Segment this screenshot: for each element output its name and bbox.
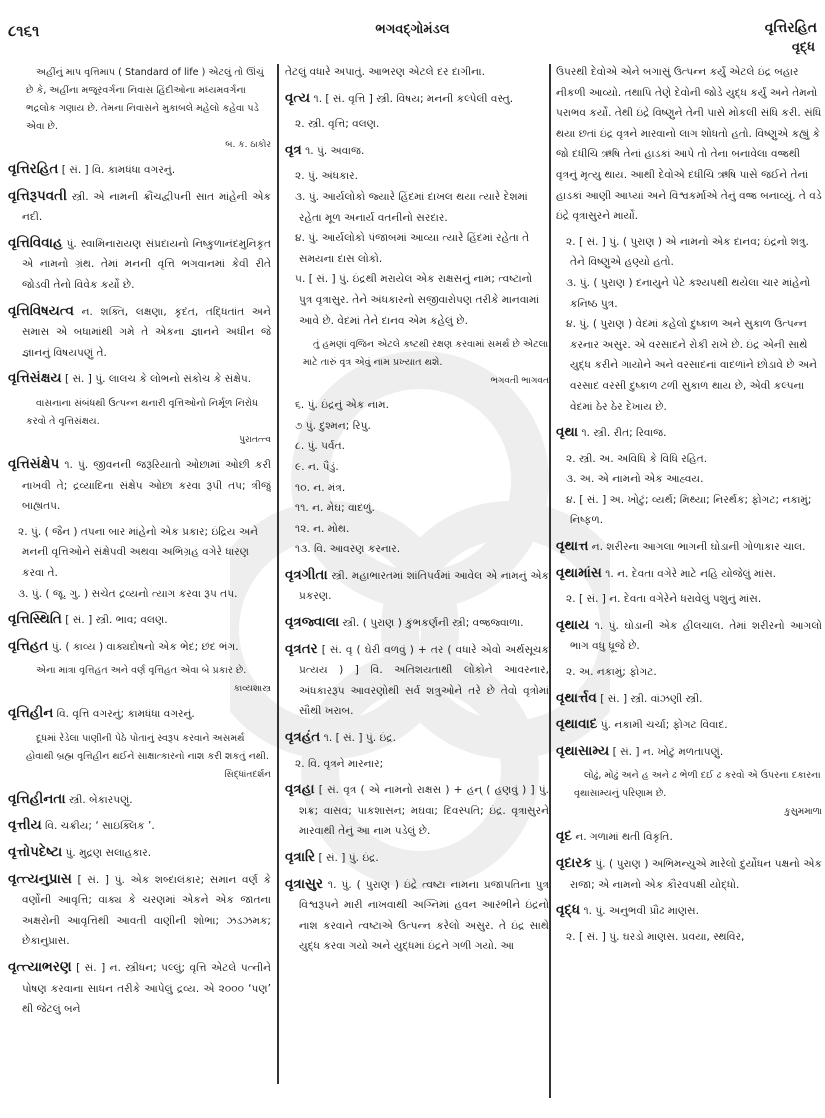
dictionary-column-1: [8, 62, 271, 1100]
entry-headword: વૃત્રહા: [285, 781, 315, 798]
entry-headword: વૃત્રહંત: [285, 729, 321, 746]
entry-sense: ૪. પું. ( પુરાણ ) વેદમાં કહેલો દુષ્કાળ અને સુકાળ ઉત્પન્ન કરનાર અસુર. એ વરસાદને રોકી રાખે છે. ઇંદ્ર એની સાથે યુદ્ધ કરીને ગાયોને અને વરસાદનાં વાદળાંને છોડાવે છે અને વરસાદ વરસી દુષ્કાળ ટળી સુકાળ થાય છે, એવી કલ્પના વેદમાં ઠેર ઠેર દેખાય છે.: [566, 318, 818, 413]
dictionary-entry: [8, 703, 271, 725]
dictionary-entry: [8, 789, 271, 811]
citation-quote: [303, 336, 549, 390]
entry-headword: વૃત્ર: [285, 141, 302, 158]
entry-headword: વૃત્તિસંક્ષય: [8, 370, 62, 387]
entry-sense: ૭ પું. દુશ્મન; રિપુ.: [295, 419, 371, 432]
entry-headword: વૃત્તોપદેષ્ટા: [8, 844, 63, 861]
page-number: ૮૧૬૧: [8, 22, 40, 40]
entry-definition: ૧. [ સં. ] પું. ઇંદ્ર.: [323, 732, 396, 745]
continued-text: તેટલું વધારે અપાતું. આભરણ એટલે દર દાગીના.: [285, 66, 486, 78]
dictionary-entry: [8, 815, 271, 837]
entry-definition: [ સં. ] સ્ત્રી. વાંઝણી સ્ત્રી.: [600, 692, 703, 705]
entry-headword: વૃદારક: [556, 855, 592, 871]
dictionary-column-2: [285, 62, 549, 1100]
entry-sense: ૨. સ્ત્રી. અ. અવિધિ કે વિધિ રહિત.: [566, 452, 708, 465]
entry-headword: વૃથાત્ત: [556, 538, 589, 555]
entry-definition: [ સં. ] વિ. કામધંધા વગરનું.: [61, 164, 176, 176]
entry-sense: ૩. પું. ( જૂ. ગુ. ) સચેત દ્રવ્યનો ત્યાગ કરવા રૂપ તપ.: [18, 587, 238, 600]
dictionary-entry: [8, 301, 271, 364]
entry-sense: ૩. પું. ( પુરાણ ) દનાયુને પેટે કશ્યપથી થયેલા ચાર માંહેનો કનિષ્ઠ પુત્ર.: [566, 276, 811, 310]
entry-definition: પું. સ્વામિનારાયણ સંપ્રદાયનો નિષ્કુળાનંદમુનિકૃત એ નામનો ગ્રંથ. તેમાં મનની વૃત્તિ ભગવાનમાં કેવી રીતે જોડવી તેનો વિવેક કર્યો છે.: [22, 237, 271, 291]
entry-headword: વૃદ્ધ: [556, 902, 581, 919]
entry-definition: પું. ( કાવ્ય ) વાક્યદોષનો એક ભેદ; છંદ ભંગ.: [51, 640, 239, 653]
dictionary-entry: [285, 565, 549, 607]
entry-definition: [ સં. વૃ ( ઘેરી વળવું ) + તર ( વધારે એવો અર્થસૂચક પ્રત્યય ) ] વિ. અતિશયતાથી લોકોને આવરનાર, અંધકારરૂપ આવરણોથી સર્વ શત્રુઓને તરે છે તેવો વૃત્રોમાં સૌથી ખરાબ.: [299, 643, 549, 718]
entry-sense: ૨. પું. અંધકાર.: [295, 170, 359, 183]
guide-word-last: વૃદ્ધ: [791, 40, 815, 55]
page-header: [0, 0, 825, 60]
entry-definition: સ્ત્રી. મહાભારતમાં શાંતિપર્વમાં આવેલ એ નામનું એક પ્રકરણ.: [299, 569, 549, 603]
quote-text: એના માત્રા વૃત્તિહત અને વર્ણ વૃત્તિહત એવા બે પ્રકાર છે.: [36, 665, 247, 677]
dictionary-entry: [556, 688, 822, 710]
entry-sense: ૨. [ સં. ] પું. ( પુરાણ ) એ નામનો એક દાનવ; ઇંદ્રનો શત્રુ. તેને વિષ્ણુએ હણ્યો હતો.: [566, 235, 809, 269]
entry-headword: વૃથાવાદ: [556, 716, 598, 733]
entry-headword: વૃત્રાસુર: [285, 875, 323, 892]
dictionary-entry: [8, 159, 271, 181]
entry-headword: વૃત્તિહત: [8, 637, 49, 654]
entry-sense: ૧૦. ન. મંત્ર.: [295, 481, 346, 494]
citation-quote: [26, 64, 271, 154]
entry-definition: ૧. [ સં. વૃત્તિ ] સ્ત્રી. વિષય; મનની કલ્પેલી વસ્તુ.: [313, 92, 514, 105]
dictionary-entry: [8, 186, 271, 228]
entry-headword: વૃત્ત્યાભરણ: [8, 959, 72, 976]
dictionary-entry: [8, 842, 271, 864]
dictionary-entry: [8, 454, 271, 517]
entry-sense: ૪. [ સં. ] અ. ખોટું; વ્યર્થ; મિથ્યા; નિરર્થક; ફોગટ; નકામું; નિષ્ફળ.: [566, 493, 812, 527]
dictionary-entry: [556, 714, 822, 736]
dictionary-entry: [556, 741, 822, 763]
guide-word-first: વૃત્તિરહિત: [764, 20, 817, 36]
entry-sense: ૯. ન. પૈડું.: [295, 460, 339, 473]
entry-sense: ૧૩. વિ. આવરણ કરનાર.: [295, 543, 401, 556]
dictionary-entry: [285, 847, 549, 869]
quote-text: તું હમણાં વૃજિન એટલે કષ્ટથી રક્ષણ કરવામાં સમર્થ છે એટલા માટે તારું વૃત્ર એવું નામ પ્રખ્યાત થશે.: [303, 339, 549, 369]
dictionary-entry: [285, 639, 549, 722]
entry-definition: ૧. પું. ( પુરાણ ) ઇંદ્રે ત્વષ્ટા નામના પ્રજાપતિના પુત્ર વિશ્વરૂપને મારી નાખવાથી અગ્નિમાં હવન આરંભીને ઇંદ્રનો નાશ કરવાને ત્વષ્ટાએ ઉત્પન્ન કરેલો અસુર. તે ઇંદ્ર સાથે યુદ્ધ કરવા ગયો અને યુદ્ધમાં ઇંદ્રને ગળી ગયો. આ: [299, 878, 549, 953]
entry-definition: વિ. વૃત્તિ વગરનું; કામધંધા વગરનું.: [56, 708, 195, 721]
entry-definition: [ સં. ] પું. એક શબ્દાલંકાર; સમાન વર્ણ કે વર્ણોની આવૃત્તિ; વાક્ય કે ચરણમાં એકને એક જાતના અક્ષરોની આવૃત્તિથી આવતી વાણીની શોભા; ઝડઝમક; છેકાનુપ્રાસ.: [22, 873, 271, 948]
entry-definition: સ્ત્રી. ( પુરાણ ) કુંભકર્ણની સ્ત્રી; વજ્રજ્વાળા.: [342, 617, 524, 630]
entry-sense: ૮. પું. પર્વત.: [295, 440, 346, 453]
entry-sense: ૧૨. ન. મોથ.: [295, 522, 350, 535]
entry-headword: વૃત્રતર: [285, 640, 318, 657]
quote-source: પુરાતત્ત્વ: [239, 434, 271, 445]
entry-headword: વૃથાર્ત્તવ: [556, 689, 597, 706]
column-divider: [277, 64, 279, 1084]
entry-definition: ન. ગળામાં થતી વિકૃતિ.: [575, 831, 673, 844]
dictionary-entry: [285, 88, 549, 110]
entry-definition: ન. શક્તિ, લક્ષણા, કૃદંત, તદ્ધિતાંત અને સમાસ એ બધામાંથી ગમે તે એકના જ્ઞાનને અધીન જે જ્ઞાનનું વિષયપણું તે.: [22, 305, 271, 359]
entry-definition: ૧. પું. અનુભવી પ્રૌઢ માણસ.: [583, 905, 700, 918]
dictionary-entry: [285, 779, 549, 842]
dictionary-entry: [8, 233, 271, 296]
entry-sense: ૨. સ્ત્રી. વૃત્તિ; વલણ.: [295, 118, 380, 131]
entry-sense: ૬. પું. ઇંદ્રનું એક નામ.: [295, 399, 389, 412]
dictionary-entry: [556, 900, 822, 922]
entry-headword: વૃદ: [556, 828, 572, 845]
citation-quote: [26, 730, 271, 784]
entry-sense: ૨. પું. ( જૈન ) તપના બાર માંહેનો એક પ્રકાર; ઇંદ્રિય અને મનની વૃત્તિઓને સંક્ષેપવી અથવા અભિગ્રહ વગેરે ધારણ કરવા તે.: [18, 525, 259, 579]
entry-headword: વૃથા: [556, 424, 579, 441]
entry-headword: વૃત્તિહીન: [8, 705, 54, 722]
quote-text: લોઢું, મોઢું અને હ અને ઢ ભેળી દઈ ઢ કરવો એ ઉપરના દકારના વૃથાસામ્યનું પરિણામ છે.: [574, 770, 821, 800]
entry-definition: ૧. ન. દેવતા વગેરે માટે નહિ યોજેલું માંસ.: [605, 567, 777, 580]
quote-text: વાસનાના સંબંધથી ઉત્પન્ન થનારી વૃત્તિઓનો નિર્મૂળ નિરોધ કરવો તે વૃત્તિસંક્ષય.: [26, 397, 258, 427]
entry-definition: પું. નકામી ચર્ચા; ફોગટ વિવાદ.: [600, 719, 728, 732]
entry-headword: વૃત્તિસંક્ષેપ: [8, 455, 60, 472]
entry-definition: પું. મુદ્રણ સલાહકાર.: [65, 847, 152, 860]
entry-sense: ૩. અ. એ નામનો એક આહ્વય.: [566, 473, 704, 486]
entry-sense: ૫. [ સં. ] પું. ઇંદ્રથી મરાયેલ એક રાક્ષસનું નામ; ત્વષ્ટાનો પુત્ર વૃત્રાસુર. તેને અંધકારનો સજીવારોપણ તરીકે માનવામાં આવે છે. વેદમાં તેને દાનવ એમ કહેલું છે.: [295, 273, 540, 327]
entry-definition: સ્ત્રી. એ નામની ક્રૌંચદ્વીપની સાત માંહેની એક નદી.: [22, 190, 271, 224]
entry-headword: વૃત્તિરહિત: [8, 161, 59, 177]
entry-definition: ન. શરીરના આગલા ભાગની ઘોડાની ગોળાકાર ચાલ.: [591, 541, 806, 554]
entry-definition: વિ. ચક્રીય; ‘ સાઇક્લિક ’.: [45, 820, 155, 833]
entry-sense: ૧૧. ન. મેઘ; વાદળું.: [295, 502, 375, 515]
entry-definition: ૧. પું. અવાજ.: [305, 144, 365, 157]
dictionary-entry: [556, 853, 822, 895]
quote-text: દૂધમાં રેડેલા પાણીની પેઠે પોતાનું સ્વરૂપ કરવાને અસમર્થ હોવાથી બ્રહ્મ વૃત્તિહીન થઈને સાક્ષાત્કારનો નાશ કરી શકતું નથી.: [26, 732, 269, 762]
quote-source: ભગવતી ભાગવત: [490, 376, 549, 387]
dictionary-entry: [556, 422, 822, 444]
dictionary-entry: [556, 826, 822, 848]
book-title: ભગવદ્ગોમંડલ: [375, 22, 450, 37]
citation-quote: [26, 395, 271, 449]
entry-sense: ૨. વિ. વૃત્રને મારનાર;: [295, 757, 384, 770]
quote-source: બ. ક. ઠાકોર: [225, 140, 271, 150]
entry-headword: વૃથાસામ્ય: [556, 742, 610, 759]
entry-headword: વૃત્તિવિવાહ: [8, 234, 63, 251]
citation-quote: [574, 767, 822, 821]
entry-headword: વૃત્તિવિષયત્વ: [8, 302, 74, 319]
entry-sense: ૨. [ સં. ] પું. ઘરડો માણસ. પ્રવયા, સ્થવિર,: [566, 930, 745, 943]
dictionary-entry: [285, 727, 549, 749]
entry-headword: વૃત્તીય: [8, 817, 42, 834]
quote-text: અહીંનું માપ વૃત્તિમાપ ( Standard of life ) એટલું તો ઊંચું છે કે, અહીંના મજૂરવર્ગના નિવાસ હિંદીઓના મધ્યમવર્ગના ભદ્રલોક ગણાય છે. તેમના નિવાસને મુકાબલે મહેલો કહેવા પડે એવા છે.: [26, 67, 264, 132]
entry-definition: ૧. પું. જીવનની જરૂરિયાતો ઓછામાં ઓછી કરી નાખવી તે; દ્રવ્યાદિના સંક્ષેપ ઓછા કરવા રૂપી તપ; ત્રીજું બાહ્યતપ.: [22, 458, 271, 513]
entry-definition: સ્ત્રી. બેકારપણું.: [68, 793, 133, 806]
entry-definition: [ સં. ] ન. સ્ત્રીધન; પલ્લું; વૃત્તિ એટલે પત્નીને પોષણ કરવાના સાધન તરીકે આપેલું દ્રવ્ય. એ ૨૦૦૦ ‘પણ’ થી જેટલું બને: [22, 962, 271, 1016]
entry-sense: ૨. અ. નકામું; ફોગટ.: [566, 666, 657, 679]
dictionary-column-3: [556, 62, 822, 1100]
entry-headword: વૃથાય: [556, 616, 590, 633]
quote-source: સિદ્ધાંતદર્શન: [224, 769, 271, 780]
entry-definition: ૧. પું. ઘોડાની એક હીલચાલ. તેમાં શરીરનો આગલો ભાગ વધુ ધ્રૂજે છે.: [570, 619, 822, 653]
entry-sense: ૩. પું. આર્યલોકો જ્યારે હિંદમાં દાખલ થયા ત્યારે દેશમાં રહેતા મૂળ અનાર્ય વતનીનો સરદાર.: [295, 190, 528, 224]
quote-source: કાવ્યશાસ્ત્ર: [233, 684, 271, 695]
entry-headword: વૃત્તિરૂપવતી: [8, 187, 67, 204]
entry-headword: વૃત્ત્યનુપ્રાસ: [8, 870, 72, 887]
dictionary-entry: [556, 563, 822, 585]
entry-definition: ૧. સ્ત્રી. રીત; રિવાજ.: [581, 427, 667, 440]
entry-sense: ૨. [ સં. ] ન. દેવતા વગેરેને ધરાવેલું પશુનું માંસ.: [566, 593, 762, 606]
dictionary-entry: [556, 615, 822, 657]
entry-definition: [ સં. ] ન. ખોટું મળતાપણું.: [612, 745, 724, 758]
entry-headword: વૃત્રારિ: [285, 849, 316, 865]
dictionary-entry: [8, 636, 271, 658]
column-divider: [549, 64, 551, 1098]
dictionary-entry: [556, 536, 822, 558]
entry-headword: વૃથામાંસ: [556, 564, 602, 581]
dictionary-entry: [8, 368, 271, 390]
dictionary-entry: [8, 609, 271, 631]
dictionary-entry: [285, 612, 549, 634]
entry-headword: વૃત્ય: [285, 89, 311, 106]
entry-definition: [ સં. વૃત્ર ( એ નામનો રાક્ષસ ) + હન્ ( હણવું ) ] પું. શક્ર; વાસવ; પાકશાસન; મઘવા; દિવસ્પતિ; ઇંદ્ર. વૃત્રાસુરને મારવાથી તેનું આ નામ પડેલું છે.: [299, 784, 549, 838]
entry-headword: વૃત્તિહીનતા: [8, 790, 66, 807]
dictionary-entry: [8, 869, 271, 952]
dictionary-entry: [8, 957, 271, 1020]
citation-quote: [26, 662, 271, 698]
entry-headword: વૃત્તિસ્થિતિ: [8, 611, 62, 628]
entry-headword: વૃત્રગીતા: [285, 566, 328, 583]
quote-source: કુસુમમાળા: [784, 807, 822, 818]
entry-definition: [ સં. ] પું. લાલચ કે લોભનો સંકોચ કે સંક્ષેપ.: [64, 373, 252, 386]
dictionary-entry: [285, 140, 549, 162]
entry-definition: [ સં. ] સ્ત્રી. ભાવ; વલણ.: [65, 614, 168, 627]
entry-headword: વૃત્રજ્વાલા: [285, 614, 340, 631]
entry-definition: [ સં. ] પું. ઇંદ્ર.: [318, 852, 379, 864]
dictionary-entry: [285, 874, 549, 957]
entry-sense: ૪. પું. આર્યલોકો પંજાબમાં આવ્યા ત્યારે હિંદમાં રહેતા તે સમયના દાસ લોકો.: [295, 232, 530, 265]
continued-text: ઉપરથી દેવોએ એને બગાસું ઉત્પન્ન કર્યું એટલે ઇંદ્ર બહાર નીકળી આવ્યો. તથાપિ તેણે દેવોની જોડે યુદ્ધ કર્યું અને તેમનો પરાભવ કર્યો. તેથી ઇંદ્રે વિષ્ણુને તેની પાસે મોકલી સંધિ કરી. સંધિ થયા છતાં ઇંદ્ર વૃત્રને મારવાનો લાગ શોધતો હતો. વિષ્ણુએ કહ્યું કે જો દધીચિ ઋષિ તેનાં હાડકાં આપે તો તેના બનાવેલા વજ્રથી વૃત્રનું મૃત્યુ થાય. આથી દેવોએ દધીચિ ઋષિ પાસે જઈને તેનાં હાડકાં આણી આપ્યાં અને વિશ્વકર્માએ તેનું વજ્ર બનાવ્યું. તે વડે ઇંદ્રે વૃત્રાસુરને માર્યો.: [556, 66, 822, 223]
entry-definition: પું. ( પુરાણ ) અભિમન્યુએ મારેલો દુર્યોધન પક્ષનો એક રાજા; એ નામનો એક કૌરવપક્ષી યોદ્ધો.: [570, 858, 822, 891]
